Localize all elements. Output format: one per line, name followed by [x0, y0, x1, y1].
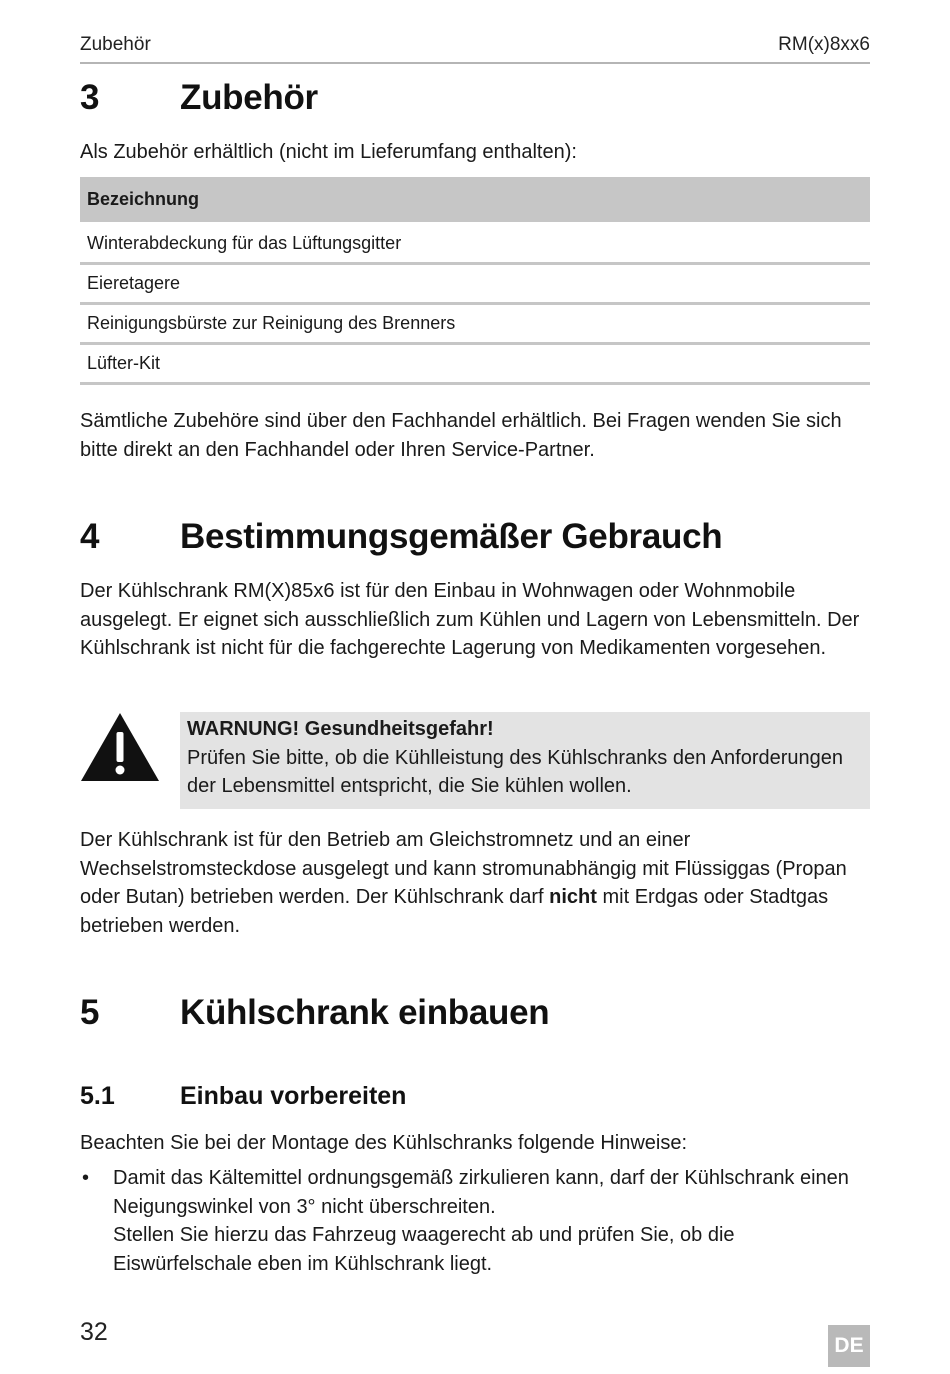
table-row: [80, 264, 870, 304]
subsection-title: Einbau vorbereiten: [180, 1082, 407, 1110]
subsection-number: 5.1: [80, 1082, 115, 1110]
table-cell: Eieretagere: [80, 264, 870, 304]
table-row: [80, 304, 870, 344]
header-chapter: Zubehör: [80, 34, 151, 55]
table-cell: Reinigungsbürste zur Reinigung des Brenners: [80, 304, 870, 344]
accessories-intro: Als Zubehör erhältlich (nicht im Lieferumfang enthalten):: [80, 141, 577, 163]
table-header: Bezeichnung: [80, 177, 870, 224]
accessories-table: [80, 177, 870, 385]
bullet-text: Damit das Kältemittel ordnungsgemäß zirkulieren kann, darf der Kühlschrank einen Neigungswinkel von 3° nicht überschreiten.: [113, 1167, 849, 1218]
section-title: Zubehör: [180, 78, 318, 117]
intended-use-paragraph: Der Kühlschrank RM(X)85x6 ist für den Einbau in Wohnwagen oder Wohnmobile ausgelegt. Er eignet sich ausschließlich zum Kühlen und Lagern von Lebensmitteln. Der Kühlschrank ist nicht für die fachgerechte Lagerung von Medikamenten vorgesehen.: [80, 580, 860, 659]
page-number: 32: [80, 1318, 108, 1346]
warning-title: WARNUNG! Gesundheitsgefahr!: [187, 718, 494, 740]
language-tab: DE: [828, 1325, 870, 1367]
section-number: 3: [80, 78, 100, 117]
warning-box: [180, 712, 870, 809]
list-item: [80, 1164, 870, 1278]
warning-triangle-icon: [80, 712, 160, 782]
installation-notes-list: [80, 1164, 870, 1278]
operation-paragraph: [80, 826, 870, 940]
table-cell: Lüfter-Kit: [80, 344, 870, 384]
warning-block: [80, 712, 870, 809]
bullet-instruction: Stellen Sie hierzu das Fahrzeug waagerecht ab und prüfen Sie, ob die Eiswürfelschale eben im Kühlschrank liegt.: [113, 1224, 735, 1275]
operation-text: Der Kühlschrank ist für den Betrieb am Gleichstromnetz und an einer Wechselstromsteckdose ausgelegt und kann stromunabhängig mit Flüssiggas (Propan oder Butan) betrieben werden. Der Kühlschrank darf: [80, 829, 847, 908]
accessories-note: Sämtliche Zubehöre sind über den Fachhandel erhältlich. Bei Fragen wenden Sie sich bitte direkt an den Fachhandel oder Ihren Service-Partner.: [80, 410, 842, 461]
installation-intro: Beachten Sie bei der Montage des Kühlschranks folgende Hinweise:: [80, 1132, 688, 1154]
section-title: Kühlschrank einbauen: [180, 993, 550, 1032]
operation-text-end: mit Erdgas oder Stadtgas betrieben werden.: [80, 886, 829, 937]
table-row: [80, 344, 870, 384]
emphasis-text: nicht: [549, 886, 597, 908]
warning-text: Prüfen Sie bitte, ob die Kühlleistung des Kühlschranks den Anforderungen der Lebensmittel entspricht, die Sie kühlen wollen.: [187, 746, 843, 797]
table-row: [80, 224, 870, 264]
section-title: Bestimmungsgemäßer Gebrauch: [180, 517, 723, 556]
table-cell: Winterabdeckung für das Lüftungsgitter: [80, 224, 870, 264]
section-number: 4: [80, 517, 100, 556]
header-model: RM(x)8xx6: [778, 34, 870, 55]
running-header: [80, 32, 870, 64]
bullet-marker: •: [82, 1167, 90, 1189]
section-number: 5: [80, 993, 100, 1032]
